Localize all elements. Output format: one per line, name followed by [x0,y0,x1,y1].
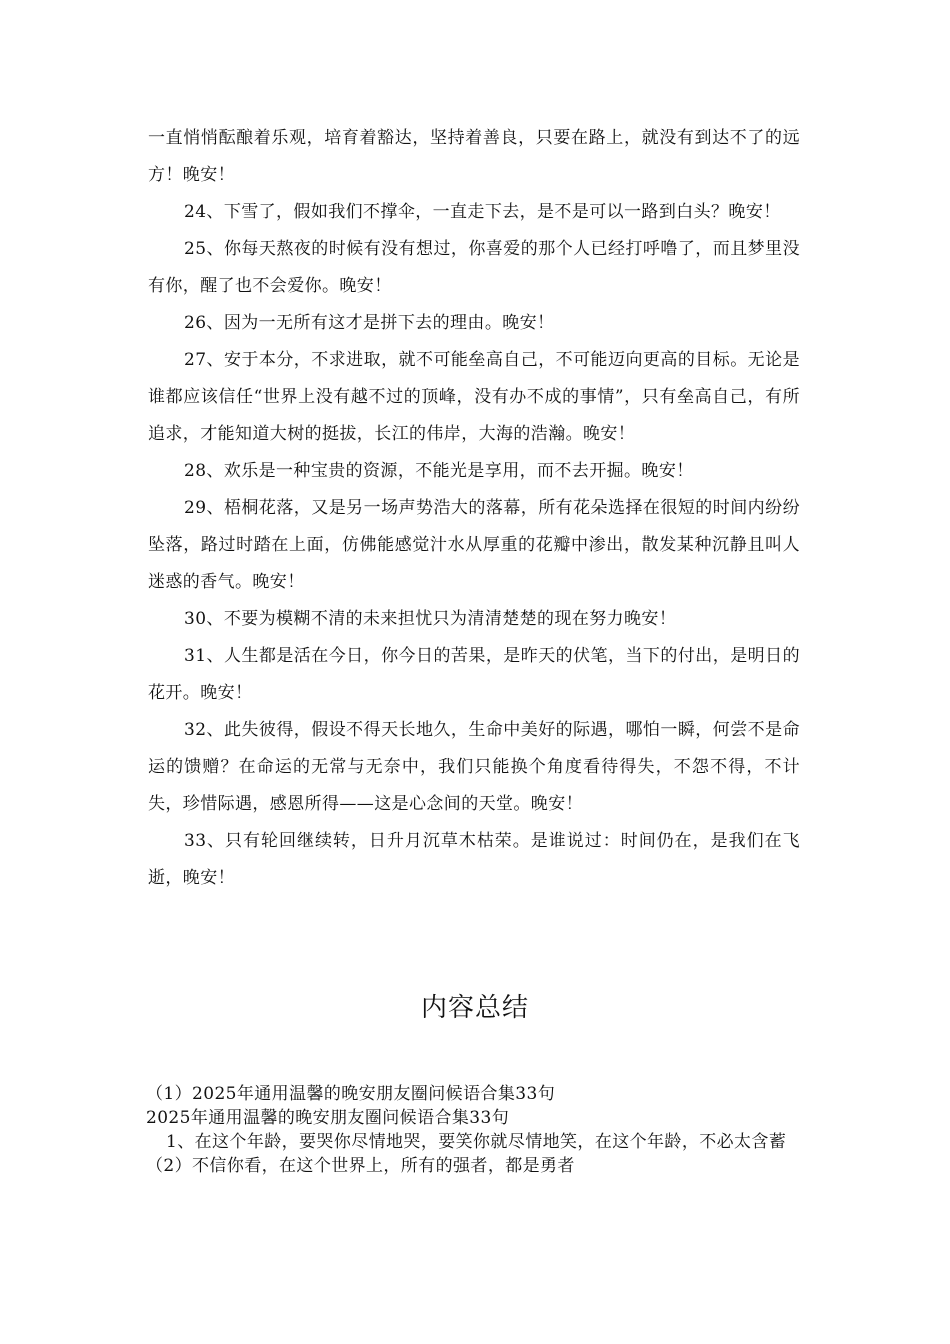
paragraph-31: 31、人生都是活在今日，你今日的苦果，是昨天的伏笔，当下的付出，是明日的花开。晚安！ [148,646,800,703]
paragraph-33: 33、只有轮回继续转，日升月沉草木枯荣。是谁说过：时间仍在，是我们在飞逝，晚安！ [148,831,800,888]
paragraph-continuation: 一直悄悄酝酿着乐观，培育着豁达，坚持着善良，只要在路上，就没有到达不了的远方！晚安！ [148,128,800,185]
paragraph-29: 29、梧桐花落，又是另一场声势浩大的落幕，所有花朵选择在很短的时间内纷纷坠落，路过时踏在上面，仿佛能感觉汁水从厚重的花瓣中渗出，散发某种沉静且叫人迷惑的香气。晚安！ [148,498,800,592]
paragraph-25: 25、你每天熬夜的时候有没有想过，你喜爱的那个人已经打呼噜了，而且梦里没有你，醒了也不会爱你。晚安！ [148,239,800,296]
summary-section [146,1082,806,1178]
body-text [148,120,800,897]
summary-line: 2025年通用温馨的晚安朋友圈问候语合集33句 [146,1108,510,1128]
paragraph-26: 26、因为一无所有这才是拼下去的理由。晚安！ [184,313,555,333]
summary-line: 1、在这个年龄，要哭你尽情地哭，要笑你就尽情地笑，在这个年龄，不必太含蓄 [166,1132,787,1152]
summary-heading: 内容总结 [420,993,529,1023]
paragraph-32: 32、此失彼得，假设不得天长地久，生命中美好的际遇，哪怕一瞬，何尝不是命运的馈赠？在命运的无常与无奈中，我们只能换个角度看待得失，不怨不得，不计失，珍惜际遇，感恩所得——这是心念间的天堂。晚安！ [148,720,800,814]
paragraph-27: 27、安于本分，不求进取，就不可能垒高自己，不可能迈向更高的目标。无论是谁都应该信任“世界上没有越不过的顶峰，没有办不成的事情”，只有垒高自己，有所追求，才能知道大树的挺拔，长江的伟岸，大海的浩瀚。晚安！ [148,350,800,444]
summary-line: （2）不信你看，在这个世界上，所有的强者，都是勇者 [146,1156,575,1176]
paragraph-28: 28、欢乐是一种宝贵的资源，不能光是享用，而不去开掘。晚安！ [184,461,694,481]
paragraph-24: 24、下雪了，假如我们不撑伞，一直走下去，是不是可以一路到白头？晚安！ [184,202,781,222]
paragraph-30: 30、不要为模糊不清的未来担忧只为清清楚楚的现在努力晚安！ [184,609,677,629]
summary-line: （1）2025年通用温馨的晚安朋友圈问候语合集33句 [146,1084,556,1104]
